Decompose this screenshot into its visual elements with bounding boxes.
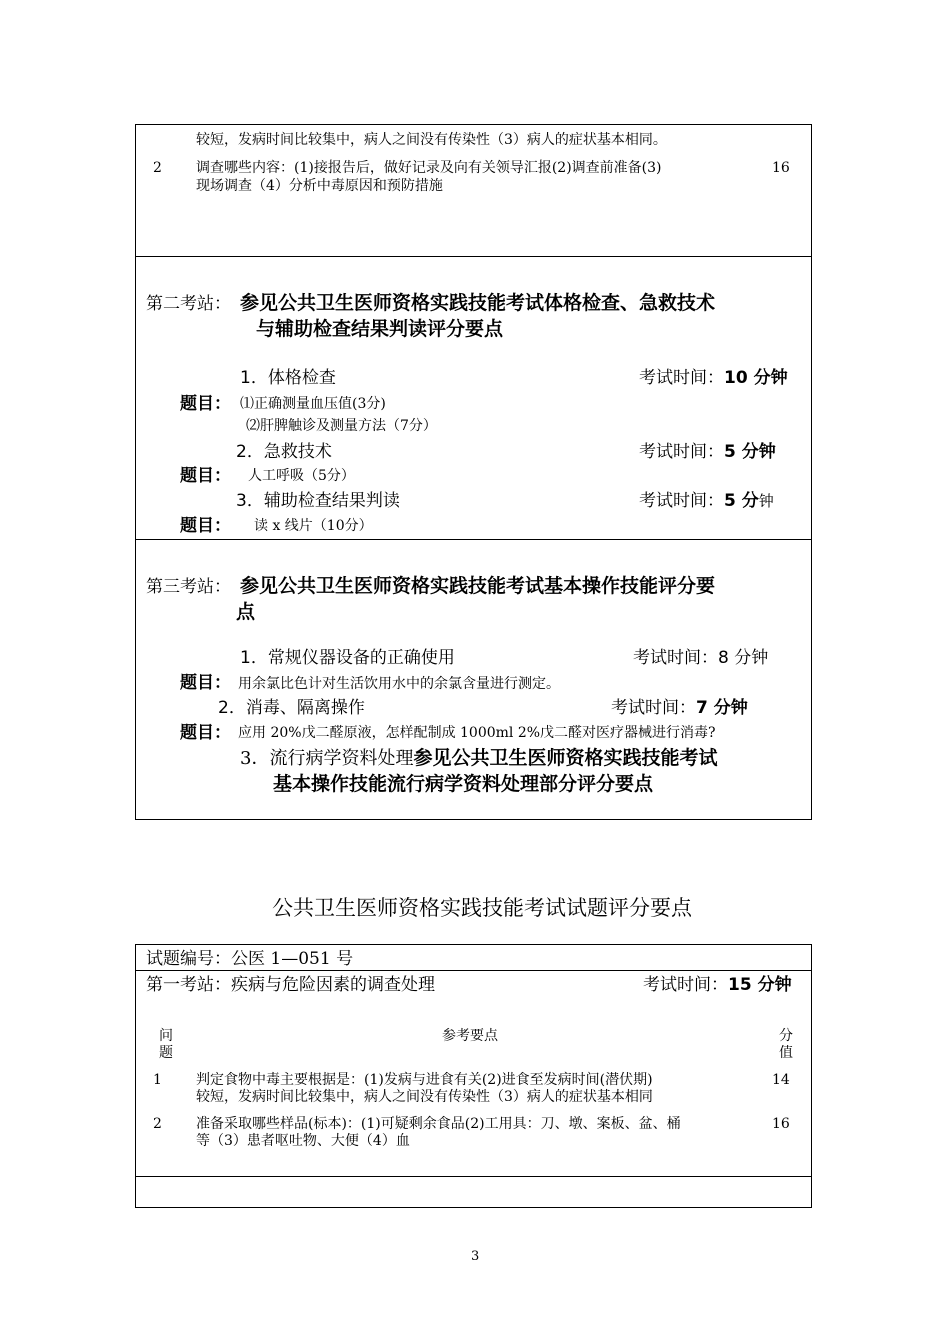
topic-text: ⑴正确测量血压值(3分) — [240, 396, 386, 412]
item-name: 3．辅助检查结果判读 — [236, 491, 400, 511]
scoring-table — [135, 944, 812, 1208]
row-score: 14 — [772, 1072, 790, 1088]
question-id: 试题编号：公医 1—051 号 — [146, 949, 354, 969]
station3-title: 点 — [236, 601, 256, 623]
row-score: 16 — [772, 1116, 790, 1132]
topic-text: 应用 20%戊二醛原液，怎样配制成 1000ml 2%戊二醛对医疗器械进行消毒? — [238, 725, 716, 741]
row-text: 较短，发病时间比较集中，病人之间没有传染性（3）病人的症状基本相同 — [196, 1089, 653, 1105]
col-header-score: 值 — [779, 1045, 793, 1061]
item3-line: 3．流行病学资料处理参见公共卫生医师资格实践技能考试 — [240, 747, 718, 769]
row-number: 2 — [153, 1116, 162, 1132]
station2-title: 参见公共卫生医师资格实践技能考试体格检查、急救技术 — [240, 292, 716, 314]
station-label: 第一考站：疾病与危险因素的调查处理 — [146, 975, 435, 995]
station3-title: 参见公共卫生医师资格实践技能考试基本操作技能评分要 — [240, 575, 716, 597]
station2-label: 第二考站： — [146, 294, 231, 314]
row-text: 判定食物中毒主要根据是：(1)发病与进食有关(2)进食至发病时间(潜伏期) — [196, 1072, 653, 1088]
exam-time: 考试时间：5 分钟 — [639, 442, 776, 462]
item-name: 2．消毒、隔离操作 — [218, 698, 365, 718]
row-number: 2 — [153, 160, 162, 176]
row-text: 准备采取哪些样品(标本)：(1)可疑剩余食品(2)工用具：刀、墩、案板、盆、桶 — [196, 1116, 681, 1132]
station3-label: 第三考站： — [146, 577, 231, 597]
section-title: 公共卫生医师资格实践技能考试试题评分要点 — [272, 896, 692, 920]
station3-box — [135, 539, 812, 820]
row-text: 等（3）患者呕吐物、大便（4）血 — [196, 1133, 410, 1149]
col-header-question: 题 — [159, 1045, 173, 1061]
station2-title: 与辅助检查结果判读评分要点 — [256, 318, 504, 340]
topic-label: 题目： — [180, 466, 231, 486]
exam-time: 考试时间：15 分钟 — [643, 975, 792, 995]
exam-time: 考试时间：10 分钟 — [639, 368, 788, 388]
page-number: 3 — [471, 1249, 480, 1264]
topic-label: 题目： — [180, 394, 231, 414]
exam-time: 考试时间：5 分钟 — [639, 491, 774, 511]
topic-text: ⑵肝脾触诊及测量方法（7分） — [246, 418, 437, 434]
col-header-points: 参考要点 — [442, 1028, 498, 1044]
row-text: 较短，发病时间比较集中，病人之间没有传染性（3）病人的症状基本相同。 — [196, 132, 667, 148]
topic-text: 读 x 线片（10分） — [254, 518, 373, 534]
col-header-score: 分 — [779, 1028, 793, 1044]
item-name: 2．急救技术 — [236, 442, 332, 462]
row-text: 现场调查（4）分析中毒原因和预防措施 — [196, 178, 443, 194]
top-table — [135, 124, 812, 257]
exam-time: 考试时间：7 分钟 — [611, 698, 748, 718]
row-number: 1 — [153, 1072, 162, 1088]
row-score: 16 — [772, 160, 790, 176]
topic-label: 题目： — [180, 516, 231, 536]
topic-text: 人工呼吸（5分） — [248, 468, 355, 484]
row-text: 调查哪些内容：(1)接报告后，做好记录及向有关领导汇报(2)调查前准备(3) — [196, 160, 662, 176]
exam-time: 考试时间：8 分钟 — [633, 648, 769, 668]
item-name: 1．常规仪器设备的正确使用 — [240, 648, 455, 668]
col-header-question: 问 — [159, 1028, 173, 1044]
topic-label: 题目： — [180, 723, 231, 743]
topic-text: 用余氯比色计对生活饮用水中的余氯含量进行测定。 — [238, 676, 560, 692]
item3-line: 基本操作技能流行病学资料处理部分评分要点 — [273, 773, 654, 795]
topic-label: 题目： — [180, 673, 231, 693]
item-name: 1．体格检查 — [240, 368, 336, 388]
station2-box — [135, 256, 812, 540]
